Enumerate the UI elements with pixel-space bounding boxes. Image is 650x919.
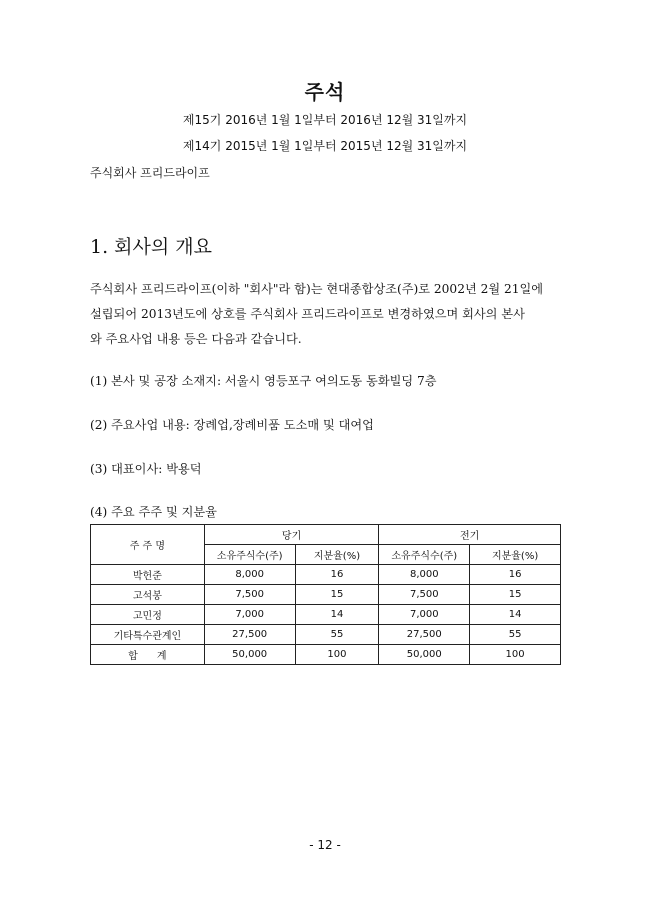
cell-name: 고민정: [91, 605, 205, 625]
item-headquarters: (1) 본사 및 공장 소재지: 서울시 영등포구 여의도동 동화빌딩 7층: [90, 374, 437, 388]
shareholder-table: [90, 524, 561, 665]
table-header-row: [91, 525, 561, 545]
table-row: [91, 565, 561, 585]
cell-ratio: 55: [295, 625, 379, 645]
cell-ratio: 14: [470, 605, 561, 625]
cell-ratio: 16: [470, 565, 561, 585]
cell-shares: 50,000: [204, 645, 295, 665]
cell-ratio: 16: [295, 565, 379, 585]
cell-ratio: 100: [470, 645, 561, 665]
paragraph-line: 와 주요사업 내용 등은 다음과 같습니다.: [90, 332, 302, 346]
table-row: [91, 585, 561, 605]
cell-ratio: 55: [470, 625, 561, 645]
cell-name: 합 계: [91, 645, 205, 665]
cell-shares: 7,000: [379, 605, 470, 625]
cell-shares: 7,500: [204, 585, 295, 605]
item-shareholders: (4) 주요 주주 및 지분율: [90, 505, 217, 519]
item-business: (2) 주요사업 내용: 장례업,장례비품 도소매 및 대여업: [90, 418, 374, 432]
header-prior-period: 전기: [379, 525, 561, 545]
company-name: 주식회사 프리드라이프: [90, 166, 210, 180]
table-row: [91, 605, 561, 625]
overview-paragraph: [90, 277, 568, 352]
cell-shares: 8,000: [204, 565, 295, 585]
cell-shares: 7,500: [379, 585, 470, 605]
page-number: - 12 -: [309, 838, 341, 852]
cell-shares: 8,000: [379, 565, 470, 585]
fiscal-period-prior: 제14기 2015년 1월 1일부터 2015년 12월 31일까지: [182, 139, 468, 153]
cell-name: 박헌준: [91, 565, 205, 585]
item-ceo: (3) 대표이사: 박용덕: [90, 462, 202, 476]
header-ratio: 지분율(%): [295, 545, 379, 565]
cell-ratio: 100: [295, 645, 379, 665]
page-title: 주석: [304, 80, 346, 104]
header-shares: 소유주식수(주): [379, 545, 470, 565]
cell-name: 기타특수관계인: [91, 625, 205, 645]
cell-ratio: 15: [470, 585, 561, 605]
table-row: [91, 625, 561, 645]
cell-ratio: 14: [295, 605, 379, 625]
paragraph-line: 설립되어 2013년도에 상호를 주식회사 프리드라이프로 변경하였으며 회사의 본사: [90, 307, 525, 321]
cell-shares: 27,500: [204, 625, 295, 645]
cell-ratio: 15: [295, 585, 379, 605]
cell-shares: 27,500: [379, 625, 470, 645]
cell-shares: 7,000: [204, 605, 295, 625]
fiscal-period-current: 제15기 2016년 1월 1일부터 2016년 12월 31일까지: [182, 113, 468, 127]
cell-name: 고석봉: [91, 585, 205, 605]
header-ratio: 지분율(%): [470, 545, 561, 565]
header-shares: 소유주식수(주): [204, 545, 295, 565]
table-total-row: [91, 645, 561, 665]
paragraph-line: 주식회사 프리드라이프(이하 "회사"라 함)는 현대종합상조(주)로 2002년 2월 21일에: [90, 282, 544, 296]
section-heading: 1. 회사의 개요: [90, 236, 212, 258]
cell-shares: 50,000: [379, 645, 470, 665]
header-shareholder-name: 주 주 명: [91, 525, 205, 565]
header-current-period: 당기: [204, 525, 379, 545]
